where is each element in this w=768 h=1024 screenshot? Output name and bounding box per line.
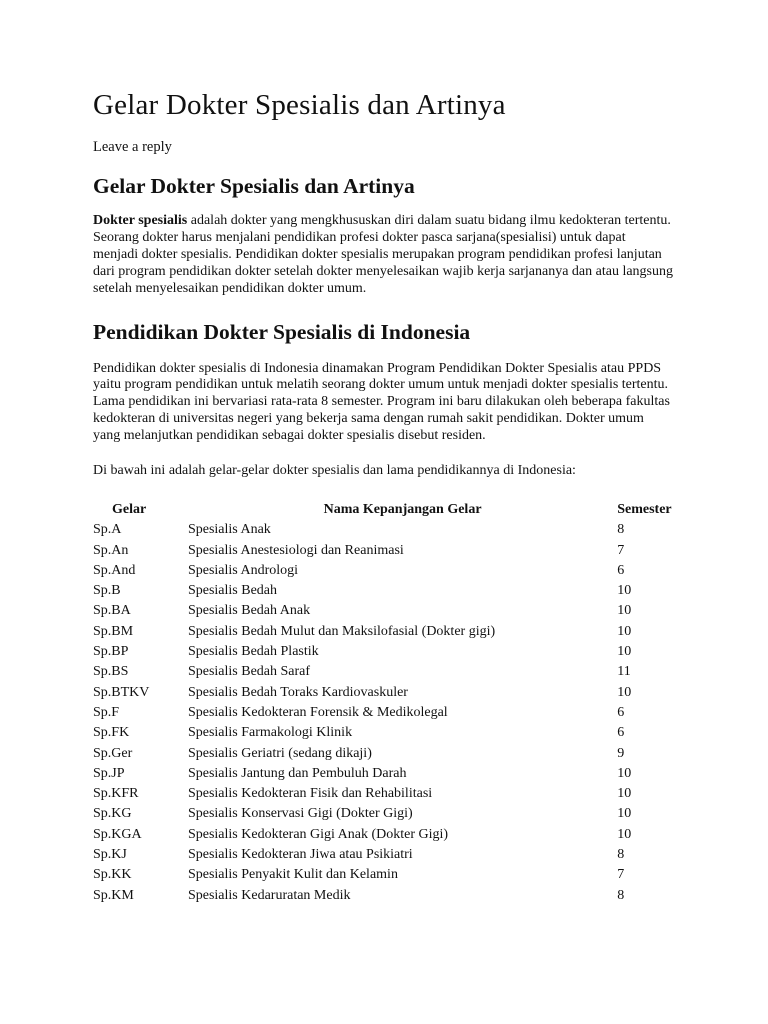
degree-semester: 8 bbox=[617, 847, 625, 863]
paragraph-ppds: Pendidikan dokter spesialis di Indonesia dinamakan Program Pendidikan Dokter Spesialis atau PPDS yaitu program pendidikan untuk melatih seorang dokter umum untuk menjadi dokter spesialis tertentu. Lama pendidikan ini bervariasi rata-rata 8 semester. Program ini baru dilakukan oleh beberapa fakultas kedokteran di universitas negeri yang bekerja sama dengan rumah sakit pendidikan. Dokter umum yang melanjutkan pendidikan sebagai dokter spesialis disebut residen. bbox=[93, 360, 670, 444]
table-row bbox=[93, 662, 693, 682]
header-semester: Semester bbox=[617, 501, 672, 517]
degree-semester: 10 bbox=[617, 644, 632, 660]
header-code: Gelar bbox=[112, 501, 147, 517]
degree-code: Sp.B bbox=[93, 583, 121, 599]
degree-semester: 6 bbox=[617, 725, 625, 741]
degree-name: Spesialis Geriatri (sedang dikaji) bbox=[187, 745, 372, 761]
table-body bbox=[93, 520, 693, 906]
degree-table bbox=[93, 500, 693, 906]
degree-name: Spesialis Farmakologi Klinik bbox=[187, 725, 353, 741]
bold-term: Dokter spesialis bbox=[93, 213, 188, 228]
degree-code: Sp.KFR bbox=[93, 786, 139, 802]
degree-code: Sp.KGA bbox=[93, 826, 142, 842]
degree-code: Sp.BA bbox=[93, 603, 131, 619]
table-row bbox=[93, 825, 693, 845]
degree-semester: 6 bbox=[617, 704, 625, 720]
degree-semester: 9 bbox=[617, 745, 625, 761]
degree-semester: 10 bbox=[617, 806, 632, 822]
page-title: Gelar Dokter Spesialis dan Artinya bbox=[93, 89, 506, 121]
table-row bbox=[93, 561, 693, 581]
degree-name: Spesialis Kedokteran Fisik dan Rehabilitasi bbox=[187, 786, 433, 802]
degree-code: Sp.Ger bbox=[93, 745, 133, 761]
degree-name: Spesialis Andrologi bbox=[187, 562, 299, 578]
degree-code: Sp.BM bbox=[93, 623, 134, 639]
section-heading-gelar: Gelar Dokter Spesialis dan Artinya bbox=[93, 174, 415, 198]
header-name: Nama Kepanjangan Gelar bbox=[323, 501, 482, 517]
degree-name: Spesialis Penyakit Kulit dan Kelamin bbox=[187, 867, 398, 883]
degree-semester: 6 bbox=[617, 562, 625, 578]
table-row bbox=[93, 520, 693, 540]
degree-code: Sp.And bbox=[93, 562, 136, 578]
degree-semester: 11 bbox=[617, 664, 631, 680]
degree-name: Spesialis Bedah Mulut dan Maksilofasial (Dokter gigi) bbox=[187, 623, 496, 639]
degree-name: Spesialis Kedokteran Jiwa atau Psikiatri bbox=[187, 847, 413, 863]
degree-code: Sp.BP bbox=[93, 644, 129, 660]
table-row bbox=[93, 642, 693, 662]
degree-code: Sp.F bbox=[93, 704, 120, 720]
degree-name: Spesialis Bedah Anak bbox=[187, 603, 311, 619]
table-row bbox=[93, 764, 693, 784]
table-row bbox=[93, 541, 693, 561]
table-row bbox=[93, 865, 693, 885]
table-row bbox=[93, 784, 693, 804]
degree-code: Sp.BTKV bbox=[93, 684, 150, 700]
degree-name: Spesialis Konservasi Gigi (Dokter Gigi) bbox=[187, 806, 413, 822]
degree-code: Sp.FK bbox=[93, 725, 130, 741]
degree-name: Spesialis Kedokteran Gigi Anak (Dokter Gigi) bbox=[187, 826, 449, 842]
degree-name: Spesialis Bedah Plastik bbox=[187, 644, 319, 660]
degree-semester: 10 bbox=[617, 684, 632, 700]
degree-name: Spesialis Kedokteran Forensik & Medikolegal bbox=[187, 704, 448, 720]
degree-name: Spesialis Anak bbox=[187, 522, 271, 538]
degree-name: Spesialis Anestesiologi dan Reanimasi bbox=[187, 542, 404, 558]
degree-name: Spesialis Bedah Toraks Kardiovaskuler bbox=[187, 684, 408, 700]
leave-reply-link[interactable]: Leave a reply bbox=[93, 139, 172, 155]
degree-name: Spesialis Bedah Saraf bbox=[187, 664, 311, 680]
paragraph-definition bbox=[93, 213, 673, 298]
degree-code: Sp.BS bbox=[93, 664, 129, 680]
degree-semester: 8 bbox=[617, 522, 625, 538]
degree-code: Sp.JP bbox=[93, 765, 125, 781]
table-row bbox=[93, 744, 693, 764]
degree-name: Spesialis Bedah bbox=[187, 583, 278, 599]
table-row bbox=[93, 581, 693, 601]
section-heading-pendidikan: Pendidikan Dokter Spesialis di Indonesia bbox=[93, 319, 471, 344]
table-row bbox=[93, 723, 693, 743]
degree-name: Spesialis Kedaruratan Medik bbox=[187, 887, 351, 903]
degree-semester: 7 bbox=[617, 867, 625, 883]
degree-code: Sp.KM bbox=[93, 887, 134, 903]
degree-name: Spesialis Jantung dan Pembuluh Darah bbox=[187, 765, 407, 781]
degree-semester: 7 bbox=[617, 542, 625, 558]
table-row bbox=[93, 804, 693, 824]
degree-code: Sp.KG bbox=[93, 806, 132, 822]
table-row bbox=[93, 601, 693, 621]
table-row bbox=[93, 845, 693, 865]
degree-semester: 10 bbox=[617, 623, 632, 639]
degree-code: Sp.An bbox=[93, 542, 129, 558]
table-row bbox=[93, 683, 693, 703]
degree-semester: 10 bbox=[617, 786, 632, 802]
table-row bbox=[93, 886, 693, 906]
degree-semester: 8 bbox=[617, 887, 625, 903]
table-row bbox=[93, 703, 693, 723]
degree-code: Sp.KK bbox=[93, 867, 132, 883]
paragraph-table-intro: Di bawah ini adalah gelar-gelar dokter spesialis dan lama pendidikannya di Indonesia: bbox=[93, 463, 576, 479]
degree-code: Sp.A bbox=[93, 522, 122, 538]
definition-text: adalah dokter yang mengkhususkan diri dalam suatu bidang ilmu kedokteran tertentu. Seorang dokter harus menjalani pendidikan profesi dokter pasca sarjana(spesialisi) untuk dapat menjadi dokter spesialis. Pendidikan dokter spesialis merupakan program pendidikan profesi lanjutan dari program pendidikan dokter setelah dokter menyelesaikan wajib kerja sarjananya dan atau langsung setelah menyelesaikan pendidikan dokter umum. bbox=[93, 213, 674, 296]
degree-semester: 10 bbox=[617, 826, 632, 842]
degree-semester: 10 bbox=[617, 765, 632, 781]
degree-semester: 10 bbox=[617, 603, 632, 619]
table-row bbox=[93, 622, 693, 642]
table-header-row bbox=[93, 500, 693, 520]
degree-semester: 10 bbox=[617, 583, 632, 599]
degree-code: Sp.KJ bbox=[93, 847, 127, 863]
